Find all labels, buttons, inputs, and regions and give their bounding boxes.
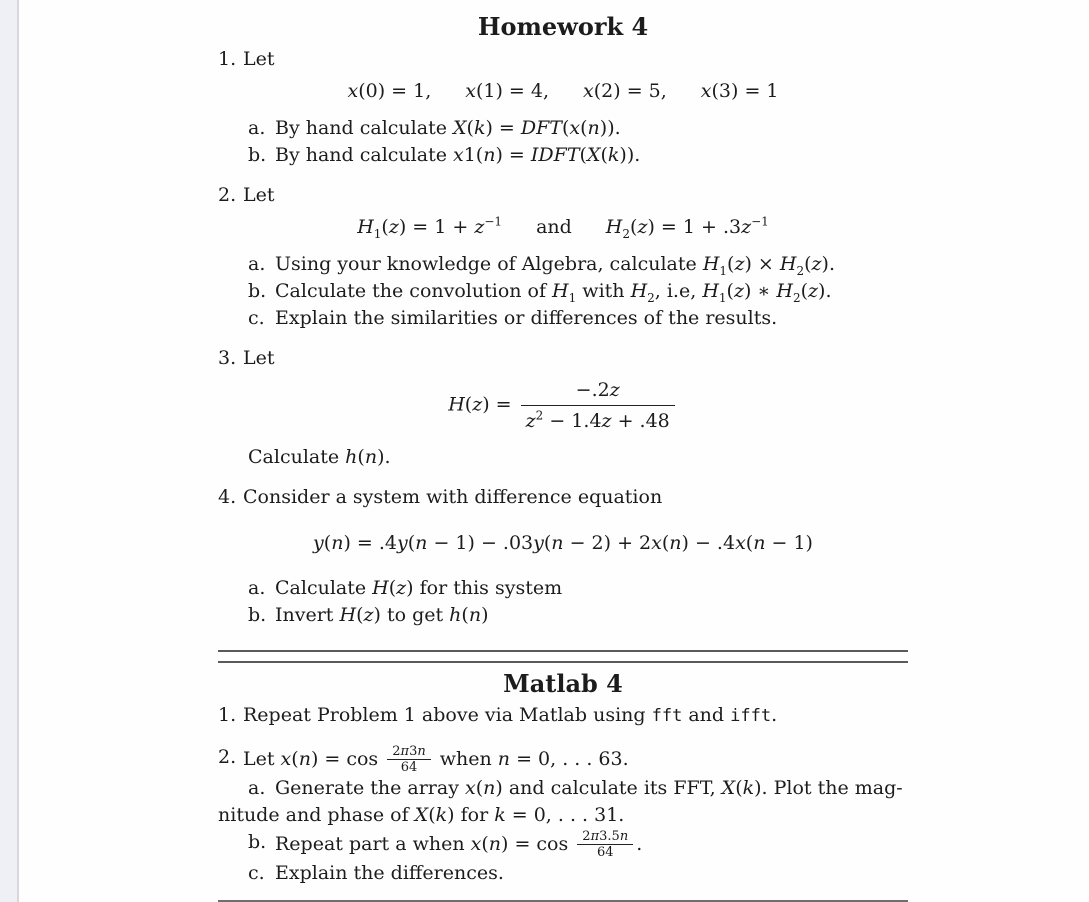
problem-4 — [218, 484, 908, 511]
matlab-problem-2-lead: Let x(n) = cos $\frac{2\pi 3n}{64}$ when n = 0, . . . 63. — [243, 744, 629, 775]
problem-2a-text: Using your knowledge of Algebra, calculate $H_1(z) \times H_2(z)$. — [275, 253, 835, 278]
problem-3-lead: Let — [243, 347, 275, 369]
matlab-problem-1-text: Repeat Problem 1 above via Matlab using fft and ifft. — [243, 704, 778, 726]
matlab-problem-2a-label: a. — [248, 777, 266, 799]
problem-2b-text: Calculate the convolution of $H_1$ with $H_2$, i.e, $H_1(z)$ ∗ $H_2(z)$. — [275, 280, 832, 305]
problem-4b-text: Invert H(z) to get h(n) — [275, 604, 489, 626]
matlab-problem-1 — [218, 702, 908, 730]
matlab-problem-2a-continuation: nitude and phase of X(k) for k = 0, . . . 31. — [218, 804, 625, 826]
problem-2c-label: c. — [248, 307, 265, 329]
section-divider-double-rule — [218, 650, 908, 663]
matlab-problem-2-number: 2. — [218, 746, 237, 768]
equation-transfer-functions: $H_1(z) = 1 + z^{-1}$ and $H_2(z) = 1 + .3z^{-1}$ — [357, 214, 769, 241]
matlab-title: Matlab 4 — [503, 669, 623, 698]
document-page — [218, 0, 908, 902]
matlab-problem-2c — [218, 860, 908, 887]
problem-2 — [218, 182, 908, 209]
problem-2b-label: b. — [248, 280, 267, 302]
matlab-problem-2c-text: Explain the differences. — [275, 862, 504, 884]
problem-1-number: 1. — [218, 48, 237, 70]
equation-difference: y(n) = .4y(n − 1) − .03y(n − 2) + 2x(n) − .4x(n − 1) — [313, 532, 813, 554]
problem-4b — [218, 602, 908, 629]
matlab-problem-2a-text: Generate the array x(n) and calculate its FFT, X(k). Plot the mag- — [275, 777, 903, 799]
matlab-problem-2b-text: Repeat part a when x(n) = cos $\frac{2\pi 3.5n}{64}$ . — [275, 829, 643, 860]
problem-2c-text: Explain the similarities or differences of the results. — [275, 307, 778, 329]
problem-4-lead: Consider a system with difference equation — [243, 486, 663, 508]
problem-1-lead: Let — [243, 48, 275, 70]
equation-sample-values: x(0) = 1, x(1) = 4, x(2) = 5, x(3) = 1 — [347, 80, 779, 102]
problem-3-calculate: Calculate h(n). — [248, 446, 391, 468]
problem-4a-text: Calculate H(z) for this system — [275, 577, 563, 599]
problem-4a — [218, 575, 908, 602]
divider-line-bottom — [218, 661, 908, 663]
equation-rational-hz: H(z) = $\frac{-.2z}{z^2 - 1.4z + .48}$ — [218, 372, 908, 439]
problem-2b — [218, 278, 908, 305]
problem-2-number: 2. — [218, 184, 237, 206]
problem-1a — [218, 115, 908, 142]
problem-1b — [218, 142, 908, 169]
homework-title: Homework 4 — [477, 12, 649, 41]
problem-2-lead: Let — [243, 184, 275, 206]
matlab-problem-2a — [218, 775, 908, 802]
problem-3 — [218, 345, 908, 372]
problem-2a-label: a. — [248, 253, 266, 275]
problem-1b-label: b. — [248, 144, 267, 166]
problem-4a-label: a. — [248, 577, 266, 599]
matlab-problem-1-number: 1. — [218, 704, 237, 726]
problem-3-number: 3. — [218, 347, 237, 369]
problem-2a — [218, 251, 908, 278]
matlab-problem-2b — [218, 829, 908, 860]
page-edge-strip — [0, 0, 19, 902]
problem-1a-label: a. — [248, 117, 266, 139]
matlab-problem-2b-label: b. — [248, 831, 267, 853]
problem-2c — [218, 305, 908, 332]
divider-line-top — [218, 650, 908, 652]
problem-1a-text: By hand calculate X(k) = DFT(x(n)). — [275, 117, 621, 139]
problem-4b-label: b. — [248, 604, 267, 626]
matlab-problem-2c-label: c. — [248, 862, 265, 884]
problem-4-number: 4. — [218, 486, 237, 508]
problem-1 — [218, 46, 908, 73]
matlab-problem-2 — [218, 744, 908, 775]
problem-1b-text: By hand calculate x1(n) = IDFT(X(k)). — [275, 144, 641, 166]
